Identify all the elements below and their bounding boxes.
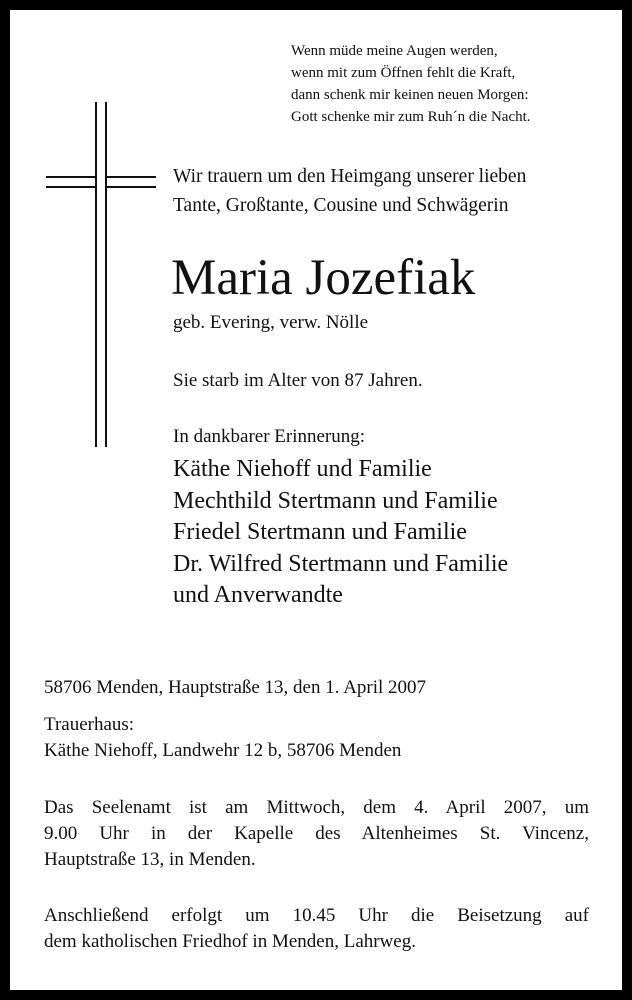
announcement-line: Wir trauern um den Heimgang unserer lieben — [173, 166, 527, 187]
burial-paragraph — [44, 903, 589, 955]
place-date: 58706 Menden, Hauptstraße 13, den 1. April 2007 — [44, 677, 427, 698]
maiden-names: geb. Evering, verw. Nölle — [173, 312, 369, 333]
mourner-entry: Käthe Niehoff und Familie — [173, 456, 432, 482]
service-line: Das Seelenamt ist am Mittwoch, dem 4. April 2007, um — [44, 797, 589, 818]
mourners-list — [173, 454, 508, 612]
poem-line: dann schenk mir keinen neuen Morgen: — [291, 87, 529, 103]
announcement — [173, 162, 526, 220]
age-statement: Sie starb im Alter von 87 Jahren. — [173, 370, 423, 391]
service-line: 9.00 Uhr in der Kapelle des Altenheimes St. Vincenz, — [44, 823, 589, 844]
mourner-entry: Friedel Stertmann und Familie — [173, 519, 467, 545]
mourners-label: In dankbarer Erinnerung: — [173, 426, 366, 447]
burial-line: dem katholischen Friedhof in Menden, Lahrweg. — [44, 931, 416, 952]
service-line: Hauptstraße 13, in Menden. — [44, 849, 256, 870]
trauerhaus-address: Käthe Niehoff, Landwehr 12 b, 58706 Menden — [44, 740, 402, 761]
poem-line: Wenn müde meine Augen werden, — [291, 43, 498, 59]
burial-line: Anschließend erfolgt um 10.45 Uhr die Beisetzung auf — [44, 905, 589, 926]
poem-line: Gott schenke mir zum Ruh´n die Nacht. — [291, 109, 531, 125]
trauerhaus — [44, 712, 401, 764]
obituary-notice — [10, 10, 622, 990]
deceased-name: Maria Jozefiak — [171, 250, 476, 306]
mourner-entry: Mechthild Stertmann und Familie — [173, 487, 498, 514]
trauerhaus-label: Trauerhaus: — [44, 714, 135, 735]
mourner-entry: Dr. Wilfred Stertmann und Familie — [173, 550, 509, 577]
poem — [291, 40, 611, 128]
announcement-line: Tante, Großtante, Cousine und Schwägerin — [173, 195, 509, 216]
mourner-entry: und Anverwandte — [173, 582, 343, 608]
cross-icon — [46, 102, 156, 447]
service-paragraph — [44, 795, 589, 873]
poem-line: wenn mit zum Öffnen fehlt die Kraft, — [291, 65, 516, 81]
